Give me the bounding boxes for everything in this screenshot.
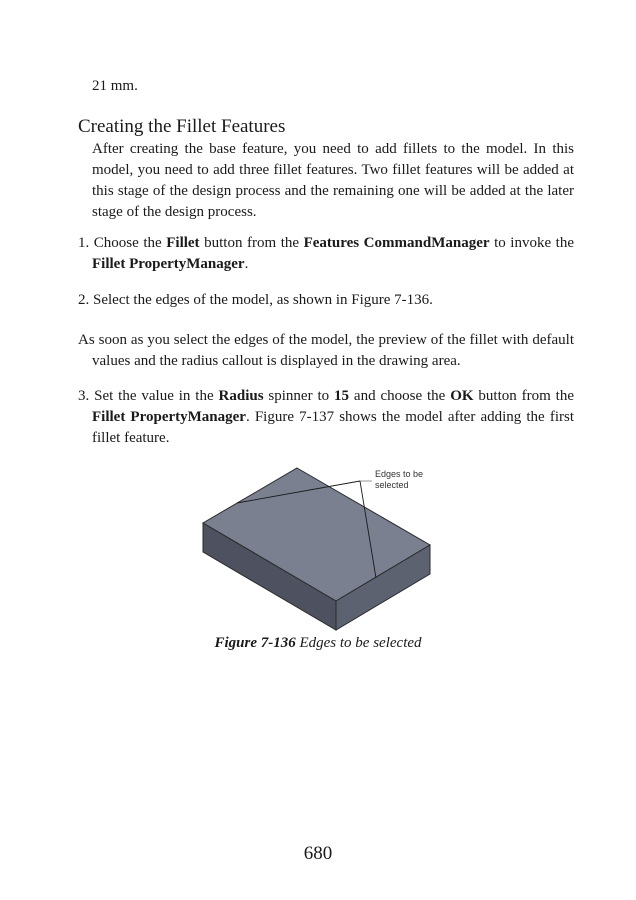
figure-caption (0, 633, 636, 654)
page-number: 680 (303, 843, 333, 864)
step-3-prefix: 3. Set the value in the (78, 388, 219, 404)
figure-7-136-model-illustration (200, 463, 436, 633)
callout-text-line2: selected (375, 480, 409, 490)
intro-paragraph: After creating the base feature, you need to add fillets to the model. In this model, you need to add three fillet features. Two fillet features will be added at this stage of the design process and the remaining one will be added at the later stage of the design process. (92, 141, 574, 220)
step-1-paragraph (78, 233, 574, 275)
step-1-prefix: 1. Choose the (78, 235, 167, 251)
fillet-propertymanager-ref-2: Fillet PropertyManager (92, 409, 246, 425)
features-commandmanager-ref: Features CommandManager (303, 235, 490, 251)
step-1-mid2: to invoke the (489, 235, 574, 251)
figure-caption-text: Edges to be selected (295, 635, 422, 651)
radius-value: 15 (334, 388, 350, 404)
step-3-mid2: and choose the (349, 388, 451, 404)
step-1-end: . (244, 256, 249, 272)
step-3-paragraph (78, 386, 574, 449)
callout-text-line1: Edges to be (375, 469, 424, 479)
step-3-mid3: button from the (473, 388, 575, 404)
lead-line: 21 mm. (92, 78, 138, 94)
figure-caption-number: Figure 7-136 (214, 635, 296, 651)
step-3-end: . Figure 7-137 shows the model after adding the first fillet feature. (92, 409, 574, 446)
step-2-paragraph: 2. Select the edges of the model, as shown in Figure 7-136. (78, 292, 433, 308)
radius-spinner-ref: Radius (218, 388, 264, 404)
step-1-mid1: button from the (199, 235, 304, 251)
preview-paragraph: As soon as you select the edges of the model, the preview of the fillet with default values and the radius callout is displayed in the drawing area. (78, 332, 574, 369)
fillet-button-ref: Fillet (166, 235, 200, 251)
ok-button-ref: OK (450, 388, 474, 404)
fillet-propertymanager-ref: Fillet PropertyManager (92, 256, 245, 272)
section-heading: Creating the Fillet Features (78, 116, 286, 137)
step-3-mid1: spinner to (263, 388, 335, 404)
